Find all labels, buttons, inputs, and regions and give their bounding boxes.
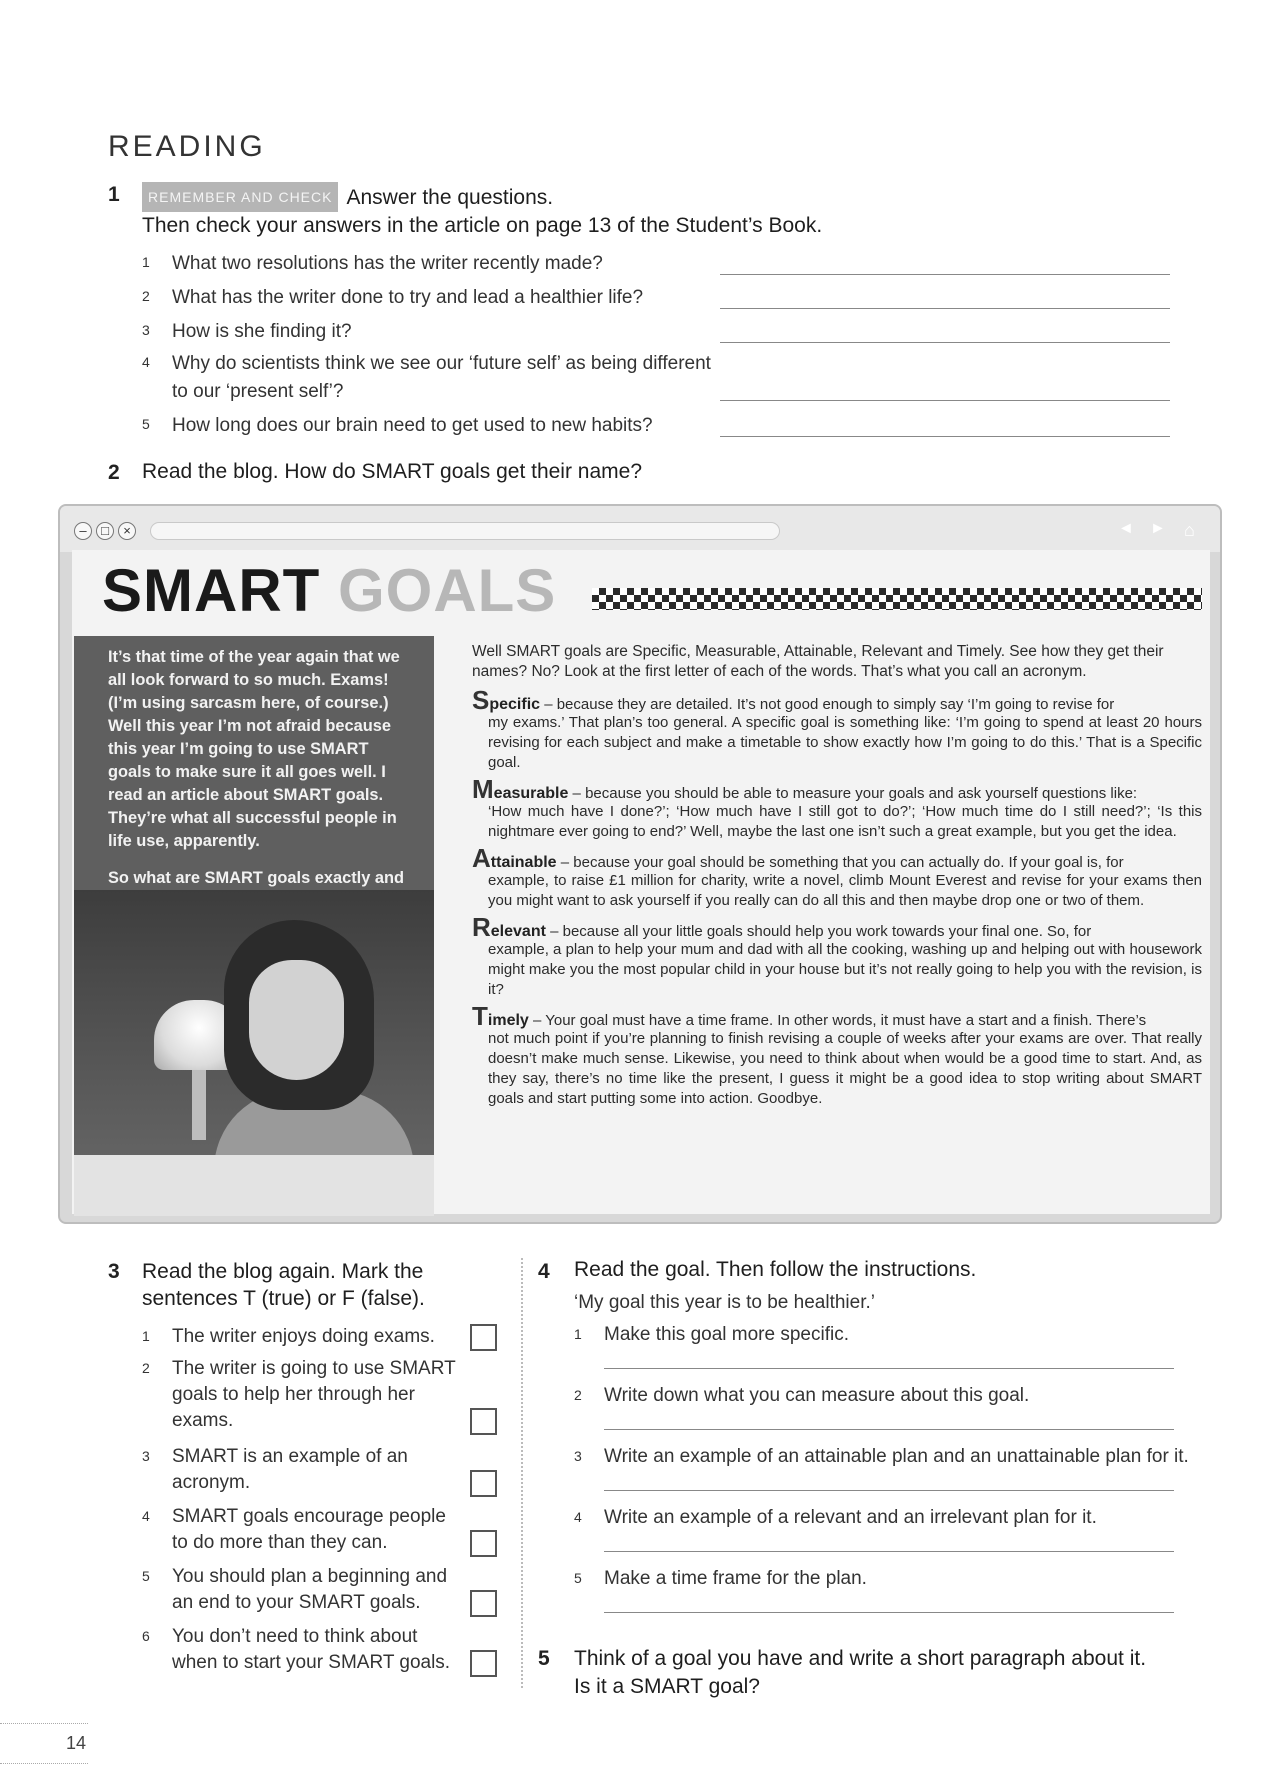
blog-page: [72, 550, 1210, 1214]
close-icon[interactable]: ×: [118, 522, 136, 540]
exercise-5-title: [574, 1645, 1214, 1701]
term-name: pecific: [489, 696, 541, 713]
term-body: example, a plan to help your mum and dad with all the cooking, washing up and helping out with housework might make you the most popular child in your house but it’s not really going to help you with the revision, is it?: [488, 941, 1202, 998]
question-text: What has the writer done to try and lead a healthier life?: [172, 287, 644, 308]
question-text: What two resolutions has the writer recently made?: [172, 253, 603, 274]
blog-title: [102, 556, 556, 625]
exercise-3-title: [142, 1258, 482, 1312]
term-body: my exams.’ That plan’s too general. A specific goal is something like: ‘I’m going to spend at least 20 hours revising for each subject and make a timetable to show exactly how I’m going to do this.’ That is a Specific goal.: [488, 714, 1202, 771]
exercise-1-number: 1: [108, 183, 120, 206]
question-number: 4: [142, 354, 150, 370]
tf-item-number: 5: [142, 1568, 150, 1584]
blog-article: [472, 642, 1202, 1115]
tf-item-number: 1: [142, 1328, 150, 1344]
table-shape: [74, 1155, 434, 1216]
term-body: ‘How much have I done?’; ‘How much have I still got to do?’; ‘How much time do I still need?’; ‘Is this nightmare ever going to end?’ Well, maybe the last one isn’t such a great example, but you get the idea.: [488, 803, 1202, 840]
tf-answer-box[interactable]: [470, 1530, 497, 1557]
tf-answer-box[interactable]: [470, 1590, 497, 1617]
answer-line[interactable]: [720, 308, 1170, 309]
answer-line[interactable]: [604, 1490, 1174, 1491]
page-number-rule-top: [0, 1723, 88, 1724]
instruction-number: 2: [574, 1387, 582, 1403]
browser-toolbar: [60, 506, 1220, 552]
address-bar[interactable]: [150, 522, 780, 540]
term-timely: [472, 1001, 1202, 1109]
question-text: How long does our brain need to get used to new habits?: [172, 415, 653, 436]
page-number-rule-bottom: [0, 1763, 88, 1764]
exercise-4-goal: ‘My goal this year is to be healthier.’: [574, 1292, 875, 1313]
blog-intro-paragraph-2: So what are SMART goals exactly and: [108, 869, 405, 887]
term-specific: [472, 685, 1202, 773]
question-number: 5: [142, 416, 150, 432]
instruction-text: Write an example of a relevant and an irrelevant plan for it.: [604, 1507, 1097, 1528]
section-title: READING: [108, 130, 266, 163]
term-relevant: [472, 912, 1202, 1000]
tf-answer-box[interactable]: [470, 1650, 497, 1677]
article-intro: Well SMART goals are Specific, Measurable, Attainable, Relevant and Timely. See how they get their names? No? Look at the first letter of each of the words. That’s what you call an acronym.: [472, 643, 1164, 680]
answer-line[interactable]: [720, 274, 1170, 275]
instruction-number: 4: [574, 1509, 582, 1525]
tf-item-number: 3: [142, 1448, 150, 1464]
instruction-text: Make this goal more specific.: [604, 1324, 849, 1345]
maximize-icon[interactable]: □: [96, 522, 114, 540]
answer-line[interactable]: [720, 342, 1170, 343]
exercise-1-title-line2: Then check your answers in the article on page 13 of the Student’s Book.: [142, 214, 823, 237]
question-text: Why do scientists think we see our ‘future self’ as being different to our ‘present self’?: [172, 353, 711, 402]
question-number: 1: [142, 254, 150, 270]
instruction-number: 5: [574, 1570, 582, 1586]
lamp-base-shape: [192, 1070, 206, 1140]
tf-item-text: You should plan a beginning and an end to your SMART goals.: [172, 1566, 448, 1613]
term-attainable: [472, 843, 1202, 911]
girl-studying-photo: [74, 890, 434, 1216]
exercise-5-number: 5: [538, 1647, 550, 1670]
browser-window: [58, 504, 1222, 1224]
term-name: elevant: [490, 923, 546, 940]
term-first-line: – because they are detailed. It’s not good enough to simply say ‘I’m going to revise for: [540, 696, 1115, 713]
tf-item-text: The writer is going to use SMART goals to help her through her exams.: [172, 1358, 456, 1431]
instruction-text: Write an example of an attainable plan and an unattainable plan for it.: [604, 1446, 1189, 1467]
checkered-banner: [592, 588, 1202, 610]
tf-answer-box[interactable]: [470, 1408, 497, 1435]
page-number: 14: [66, 1733, 87, 1753]
answer-line[interactable]: [604, 1551, 1174, 1552]
tf-item-text: SMART is an example of an acronym.: [172, 1446, 408, 1493]
term-name: imely: [487, 1012, 529, 1029]
instruction-number: 1: [574, 1326, 582, 1342]
answer-line[interactable]: [720, 400, 1170, 401]
remember-check-badge: REMEMBER AND CHECK: [142, 182, 338, 212]
tf-item-number: 4: [142, 1508, 150, 1524]
term-initial: S: [472, 685, 490, 715]
blog-title-goals: GOALS: [337, 557, 557, 624]
term-first-line: – because all your little goals should help you work towards your final one. So, for: [545, 923, 1092, 940]
exercise-1-title: [142, 182, 1142, 240]
term-measurable: [472, 774, 1202, 842]
exercise-2-number: 2: [108, 461, 120, 484]
exercise-3-number: 3: [108, 1260, 120, 1283]
instruction-text: Write down what you can measure about this goal.: [604, 1385, 1030, 1406]
blog-title-smart: SMART: [102, 557, 321, 624]
exercise-5-title-line2: Is it a SMART goal?: [574, 1675, 760, 1698]
question-number: 2: [142, 288, 150, 304]
tf-answer-box[interactable]: [470, 1324, 497, 1351]
exercise-3-title-line2: sentences T (true) or F (false).: [142, 1287, 425, 1310]
instruction-number: 3: [574, 1448, 582, 1464]
answer-line[interactable]: [604, 1368, 1174, 1369]
term-body: not much point if you’re planning to finish revising a couple of weeks after your exams are over. That really doesn’t make much sense. Likewise, you need to think about when would be a good time to start. And, as they say, there’s no time like the present, I guess it might be a good idea to stop writing about SMART goals and start putting some into action. Goodbye.: [488, 1030, 1202, 1107]
home-icon[interactable]: ⌂: [1184, 520, 1195, 540]
tf-item-text: You don’t need to think about when to start your SMART goals.: [172, 1626, 451, 1673]
term-initial: M: [472, 774, 494, 804]
person-face-shape: [249, 960, 344, 1080]
blog-intro-paragraph-1: It’s that time of the year again that we all look forward to so much. Exams! (I’m using sarcasm here, of course.) Well this year I’m not afraid because this year I’m going to use SMART goals to make sure it all goes well. I read an article about SMART goals. They’re what all successful people in life use, apparently.: [108, 648, 400, 850]
exercise-1-title-line1: Answer the questions.: [346, 186, 554, 209]
exercise-3-title-line1: Read the blog again. Mark the: [142, 1260, 424, 1283]
term-initial: R: [472, 912, 491, 942]
answer-line[interactable]: [604, 1612, 1174, 1613]
answer-line[interactable]: [604, 1429, 1174, 1430]
forward-arrow-icon[interactable]: ►: [1150, 520, 1166, 537]
exercise-5-title-line1: Think of a goal you have and write a short paragraph about it.: [574, 1647, 1147, 1670]
back-arrow-icon[interactable]: ◄: [1118, 520, 1134, 537]
term-first-line: – Your goal must have a time frame. In other words, it must have a start and a finish. There’s: [528, 1012, 1147, 1029]
tf-item-text: The writer enjoys doing exams.: [172, 1326, 435, 1347]
term-first-line: – because you should be able to measure your goals and ask yourself questions like:: [568, 785, 1138, 802]
instruction-text: Make a time frame for the plan.: [604, 1568, 867, 1589]
term-name: ttainable: [490, 854, 557, 871]
tf-item-number: 6: [142, 1628, 150, 1644]
answer-line[interactable]: [720, 436, 1170, 437]
tf-item-number: 2: [142, 1360, 150, 1376]
exercise-2-title: Read the blog. How do SMART goals get their name?: [142, 460, 643, 483]
term-initial: T: [472, 1001, 488, 1031]
tf-answer-box[interactable]: [470, 1470, 497, 1497]
minimize-icon[interactable]: –: [74, 522, 92, 540]
column-divider: [521, 1258, 523, 1688]
term-body: example, to raise £1 million for charity, write a novel, climb Mount Everest and revise for your exams then you might want to ask yourself if you really can do all this and then maybe drop one or two of them.: [488, 872, 1202, 909]
term-name: easurable: [493, 785, 569, 802]
question-number: 3: [142, 322, 150, 338]
exercise-4-title: Read the goal. Then follow the instructions.: [574, 1258, 977, 1281]
question-text: How is she finding it?: [172, 321, 352, 342]
term-first-line: – because your goal should be something that you can actually do. If your goal is, for: [556, 854, 1124, 871]
tf-item-text: SMART goals encourage people to do more than they can.: [172, 1506, 446, 1553]
term-initial: A: [472, 843, 491, 873]
exercise-4-number: 4: [538, 1260, 550, 1283]
